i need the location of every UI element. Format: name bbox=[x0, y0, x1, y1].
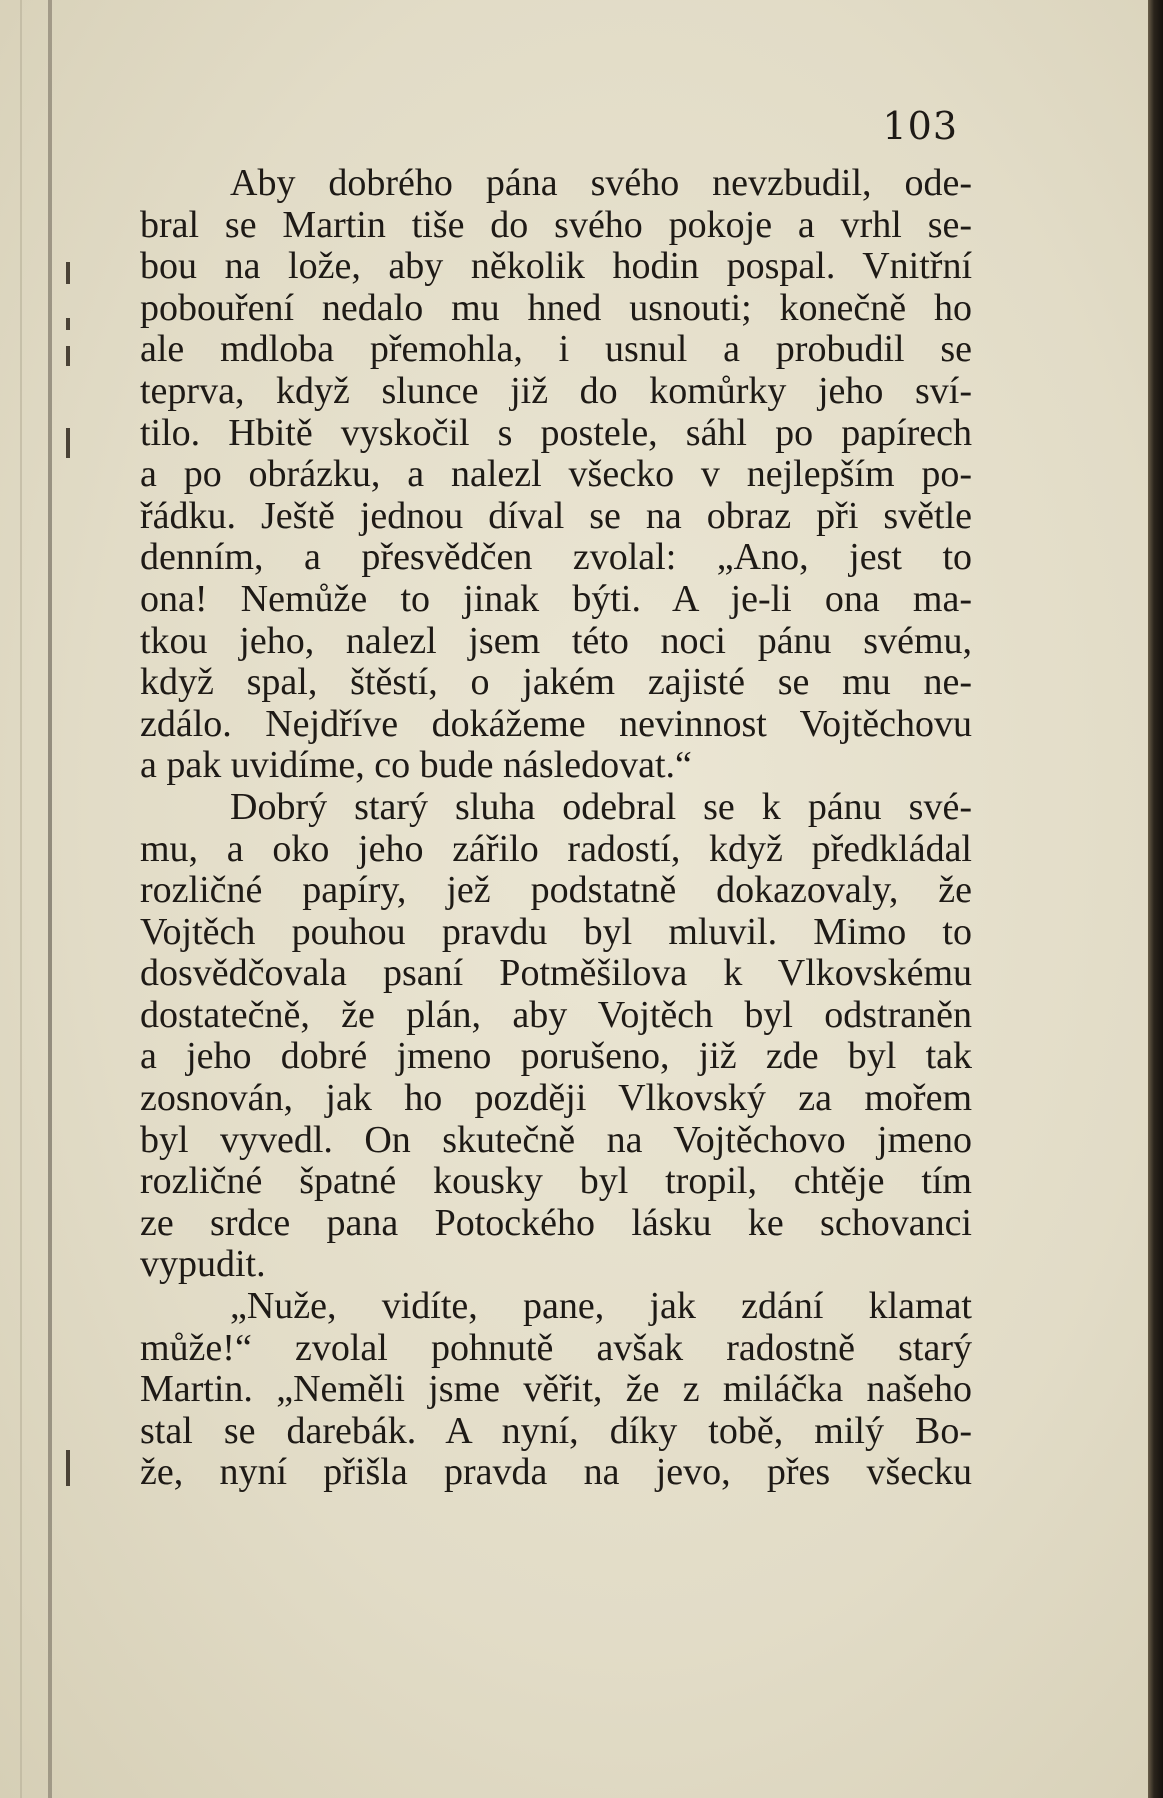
text-line: tkou jeho, nalezl jsem této noci pánu svému, bbox=[140, 619, 972, 662]
page-number: 103 bbox=[882, 104, 958, 148]
text-line: ze srdce pana Potockého lásku ke schovanci bbox=[140, 1201, 972, 1244]
margin-mark bbox=[66, 262, 70, 284]
text-line: Martin. „Neměli jsme věřit, že z miláčka našeho bbox=[140, 1368, 972, 1411]
binding-gutter bbox=[48, 0, 52, 1798]
text-line: dostatečně, že plán, aby Vojtěch byl odstraněn bbox=[140, 993, 972, 1036]
text-line: zosnován, jak ho později Vlkovský za mořem bbox=[140, 1077, 972, 1120]
text-line: a pak uvidíme, co bude následovat.“ bbox=[140, 744, 692, 787]
text-line: řádku. Ještě jednou díval se na obraz při světle bbox=[140, 494, 972, 537]
margin-mark bbox=[66, 346, 70, 366]
text-line: Aby dobrého pána svého nevzbudil, ode- bbox=[230, 162, 972, 204]
text-line: Vojtěch pouhou pravdu byl mluvil. Mimo to bbox=[140, 910, 972, 953]
text-line: teprva, když slunce již do komůrky jeho sví- bbox=[140, 369, 972, 412]
text-line: bou na lože, aby několik hodin pospal. Vnitřní bbox=[140, 245, 972, 288]
body-text bbox=[140, 163, 972, 1494]
text-line: denním, a přesvědčen zvolal: „Ano, jest to bbox=[140, 536, 972, 579]
text-line: a po obrázku, a nalezl všecko v nejlepším po- bbox=[140, 453, 972, 496]
text-line: může!“ zvolal pohnutě avšak radostně starý bbox=[140, 1326, 972, 1369]
text-line: rozličné špatné kousky byl tropil, chtěje tím bbox=[140, 1160, 972, 1203]
text-line: že, nyní přišla pravda na jevo, přes všecku bbox=[140, 1451, 972, 1494]
text-line: byl vyvedl. On skutečně na Vojtěchovo jmeno bbox=[140, 1118, 972, 1161]
text-line: mu, a oko jeho zářilo radostí, když předkládal bbox=[140, 827, 972, 870]
text-line: dosvědčovala psaní Potměšilova k Vlkovskému bbox=[140, 952, 972, 995]
margin-mark bbox=[66, 1450, 70, 1486]
margin-mark bbox=[66, 318, 70, 330]
margin-mark bbox=[66, 428, 70, 458]
text-line: zdálo. Nejdříve dokážeme nevinnost Vojtěchovu bbox=[140, 702, 972, 745]
text-line: „Nuže, vidíte, pane, jak zdání klamat bbox=[230, 1285, 972, 1328]
text-line: a jeho dobré jmeno porušeno, již zde byl tak bbox=[140, 1035, 972, 1078]
page-fold-line bbox=[20, 0, 22, 1798]
text-line: vypudit. bbox=[140, 1243, 266, 1286]
text-line: když spal, štěstí, o jakém zajisté se mu ne- bbox=[140, 661, 972, 704]
text-line: stal se darebák. A nyní, díky tobě, milý Bo- bbox=[140, 1409, 972, 1452]
text-line: rozličné papíry, jež podstatně dokazovaly, že bbox=[140, 869, 972, 912]
text-line: ona! Nemůže to jinak býti. A je-li ona ma- bbox=[140, 577, 972, 620]
page-edge-shadow bbox=[1148, 0, 1163, 1798]
text-line: pobouření nedalo mu hned usnouti; konečně ho bbox=[140, 286, 972, 329]
text-line: bral se Martin tiše do svého pokoje a vrhl se- bbox=[140, 203, 972, 246]
text-line: Dobrý starý sluha odebral se k pánu své- bbox=[230, 785, 972, 828]
text-line: ale mdloba přemohla, i usnul a probudil se bbox=[140, 328, 972, 371]
text-line: tilo. Hbitě vyskočil s postele, sáhl po papírech bbox=[140, 411, 972, 454]
